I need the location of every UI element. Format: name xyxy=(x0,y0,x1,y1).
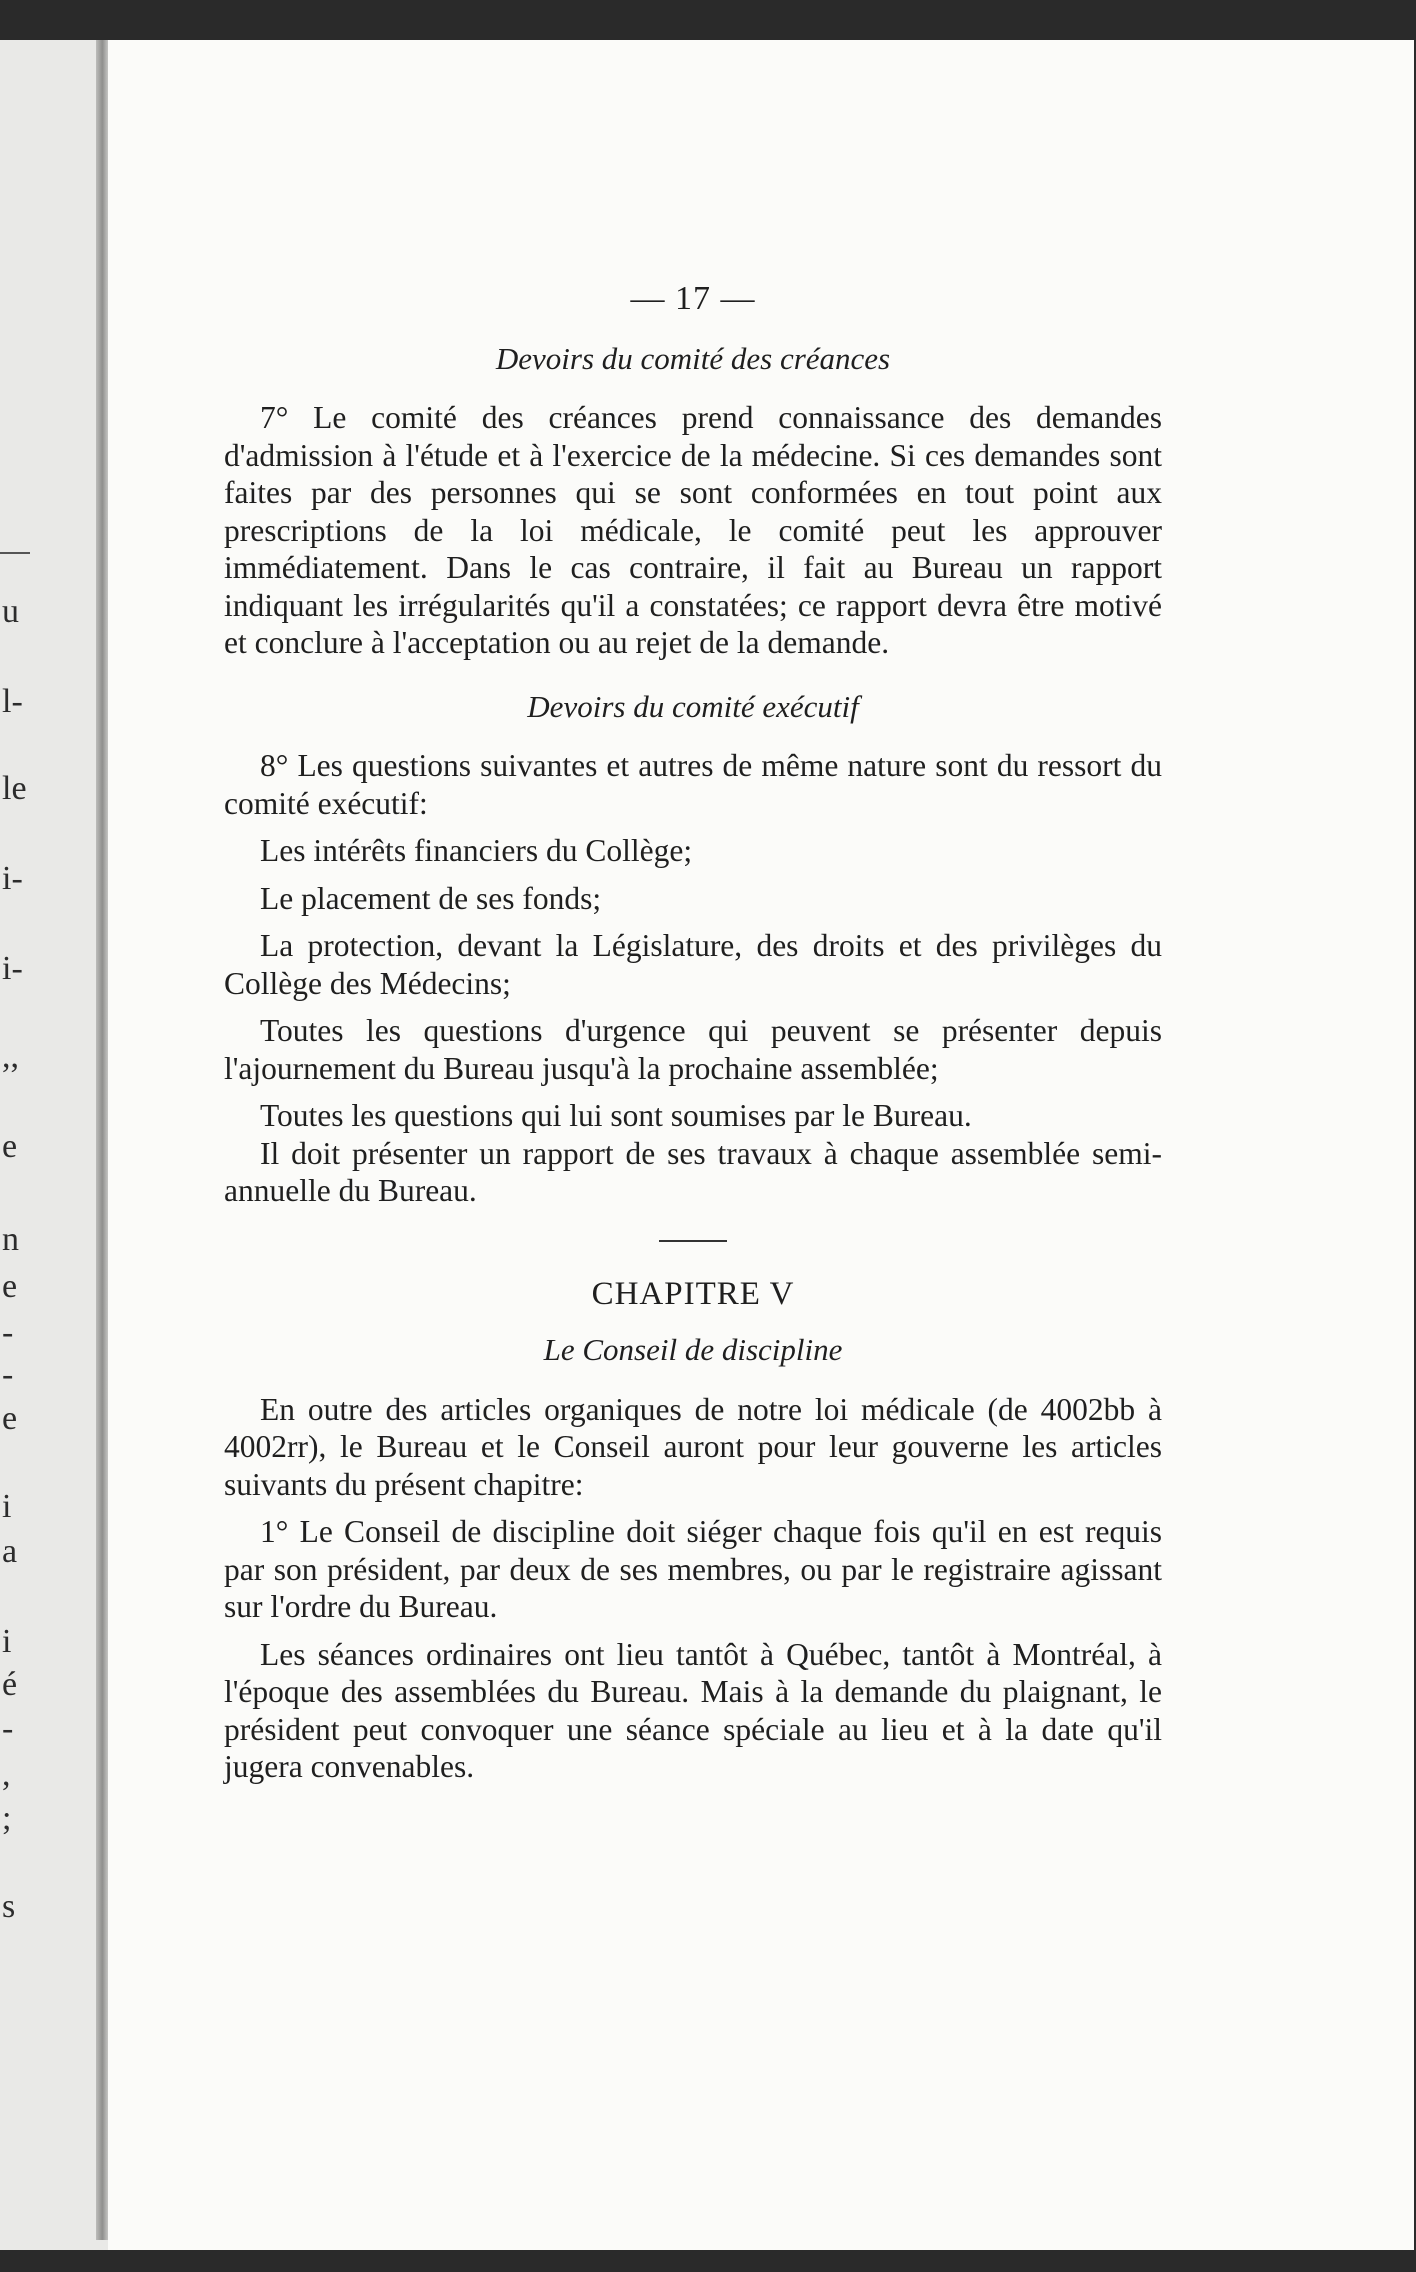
left-page-rule xyxy=(0,552,30,554)
paragraph: Les intérêts financiers du Collège; xyxy=(260,833,693,868)
left-fragment: ,, xyxy=(2,1038,19,1075)
paragraph: 8° Les questions suivantes et autres de même nature sont du ressort du comité exécutif: xyxy=(224,748,1162,821)
left-fragment: i- xyxy=(2,860,23,897)
left-fragment: ; xyxy=(2,1800,12,1837)
paragraph: Les séances ordinaires ont lieu tantôt à Québec, tantôt à Montréal, à l'époque des assemblées du Bureau. Mais à la demande du plaignant, le président peut convoquer une séance spéciale au lieu et à la date qu'il jugera convenables. xyxy=(224,1636,1162,1784)
left-fragment: é xyxy=(2,1666,18,1703)
left-fragment: s xyxy=(2,1888,16,1925)
left-fragment: e xyxy=(2,1128,18,1165)
paragraph: La protection, devant la Législature, des droits et des privilèges du Collège des Médecins; xyxy=(224,928,1162,1001)
left-fragment: i xyxy=(2,1623,12,1660)
page-content xyxy=(224,280,1162,1786)
paragraph: Le placement de ses fonds; xyxy=(260,880,602,916)
left-fragment: l- xyxy=(2,683,23,720)
left-fragment: e xyxy=(2,1268,18,1305)
paragraph: Il doit présenter un rapport de ses travaux à chaque assemblée semi-annuelle du Bureau. xyxy=(224,1135,1162,1208)
section-heading-executif: Devoirs du comité exécutif xyxy=(527,688,859,724)
left-fragment: i- xyxy=(2,950,23,987)
paragraph: 7° Le comité des créances prend connaissance des demandes d'admission à l'étude et à l'exercice de la médecine. Si ces demandes sont faites par des personnes qui se sont conformées en tout point aux prescriptions de la loi médicale, le comité peut les approuver immédiatement. Dans le cas contraire, il fait au Bureau un rapport indiquant les irrégularités qu'il a constatées; ce rapport devra être motivé et conclure à l'acceptation ou au rejet de la demande. xyxy=(224,400,1162,660)
left-fragment: e xyxy=(2,1400,18,1437)
chapter-subtitle: Le Conseil de discipline xyxy=(543,1332,843,1367)
paragraph: Toutes les questions d'urgence qui peuvent se présenter depuis l'ajournement du Bureau jusqu'à la prochaine assemblée; xyxy=(224,1013,1162,1086)
section-heading-creances: Devoirs du comité des créances xyxy=(495,340,891,376)
left-fragment: le xyxy=(2,770,27,807)
left-fragment: i xyxy=(2,1488,12,1525)
paragraph: Toutes les questions qui lui sont soumises par le Bureau. xyxy=(260,1098,972,1133)
left-fragment: - xyxy=(2,1356,14,1393)
section-separator xyxy=(659,1240,727,1242)
left-fragment: a xyxy=(2,1533,18,1570)
chapter-title: CHAPITRE V xyxy=(591,1275,795,1312)
left-fragment: - xyxy=(2,1710,14,1747)
left-fragment: n xyxy=(2,1221,19,1258)
paragraph: 1° Le Conseil de discipline doit siéger chaque fois qu'il en est requis par son président, par deux de ses membres, ou par le registraire agissant sur l'ordre du Bureau. xyxy=(224,1514,1162,1624)
left-fragment: , xyxy=(2,1756,11,1793)
page-number: — 17 — xyxy=(630,280,756,317)
book-page xyxy=(108,40,1414,2250)
left-fragment: - xyxy=(2,1314,14,1351)
paragraph: En outre des articles organiques de notre loi médicale (de 4002bb à 4002rr), le Bureau et le Conseil auront pour leur gouverne les articles suivants du présent chapitre: xyxy=(224,1391,1162,1502)
left-fragment: u xyxy=(2,593,19,630)
